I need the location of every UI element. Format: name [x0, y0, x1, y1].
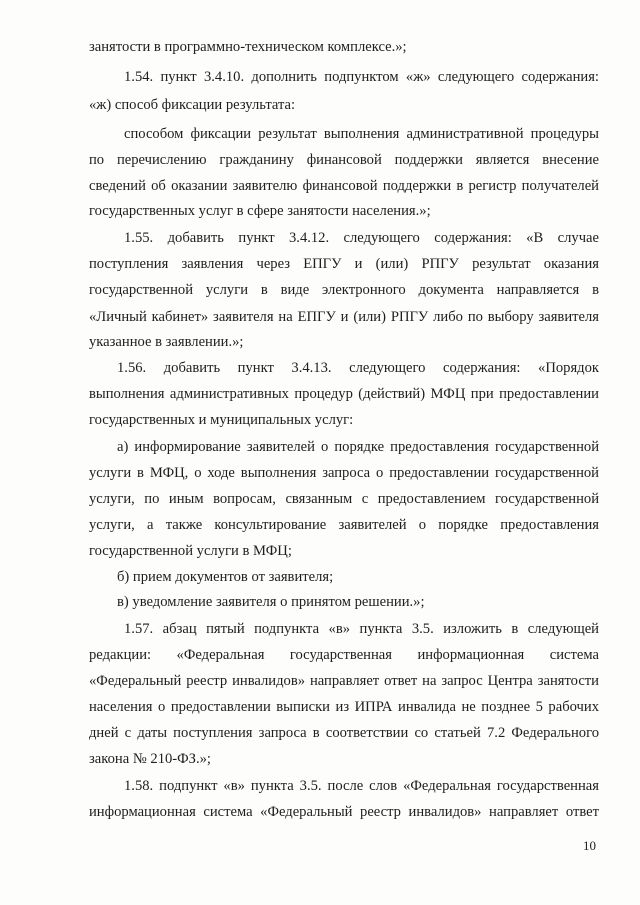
- text-line: государственных услуг в сфере занятости населения.»;: [89, 203, 431, 219]
- text-line: «Личный кабинет» заявителя на ЕПГУ и (или) РПГУ либо по выбору заявителя: [89, 309, 599, 325]
- text-line: услуги, а также консультирование заявителей о порядке предоставления: [89, 517, 599, 533]
- text-line: 1.56. добавить пункт 3.4.13. следующего содержания: «Порядок: [117, 360, 599, 376]
- text-line: «Федеральный реестр инвалидов» направляет ответ на запрос Центра занятости: [89, 673, 599, 689]
- text-line: способом фиксации результат выполнения административной процедуры: [124, 126, 599, 142]
- text-line: закона № 210-ФЗ.»;: [89, 751, 211, 767]
- text-line: государственной услуги в МФЦ;: [89, 543, 292, 559]
- text-line: информационная система «Федеральный реестр инвалидов» направляет ответ: [89, 804, 599, 820]
- text-line: б) прием документов от заявителя;: [117, 569, 334, 585]
- text-line: государственных и муниципальных услуг:: [89, 412, 354, 428]
- text-line: 1.57. абзац пятый подпункта «в» пункта 3.5. изложить в следующей: [124, 621, 599, 637]
- text-line: поступления заявления через ЕПГУ и (или) РПГУ результат оказания: [89, 256, 599, 272]
- text-line: «ж) способ фиксации результата:: [89, 97, 296, 113]
- text-line: 1.58. подпункт «в» пункта 3.5. после слов «Федеральная государственная: [124, 778, 599, 794]
- text-line: дней с даты поступления запроса в соответствии со статьей 7.2 Федерального: [89, 725, 599, 741]
- text-line: 1.54. пункт 3.4.10. дополнить подпунктом «ж» следующего содержания:: [124, 69, 599, 85]
- text-line: по перечислению гражданину финансовой поддержки является внесение: [89, 152, 599, 168]
- text-line: выполнения административных процедур (действий) МФЦ при предоставлении: [89, 386, 599, 402]
- text-line: в) уведомление заявителя о принятом решении.»;: [117, 594, 425, 610]
- text-line: редакции: «Федеральная государственная информационная система: [89, 647, 599, 663]
- page-number: 10: [583, 838, 596, 853]
- text-line: 1.55. добавить пункт 3.4.12. следующего содержания: «В случае: [124, 230, 599, 246]
- text-line: а) информирование заявителей о порядке предоставления государственной: [117, 439, 599, 455]
- text-line: услуги в МФЦ, о ходе выполнения запроса о предоставлении государственной: [89, 465, 599, 481]
- text-line: занятости в программно-техническом комплексе.»;: [89, 39, 407, 55]
- text-line: указанное в заявлении.»;: [89, 334, 244, 350]
- text-line: населения о предоставлении выписки из ИПРА инвалида не позднее 5 рабочих: [89, 699, 599, 715]
- text-line: услуги, по иным вопросам, связанным с предоставлением государственной: [89, 491, 599, 507]
- text-line: сведений об оказании заявителю финансовой поддержки в регистр получателей: [89, 178, 599, 194]
- text-line: государственной услуги в виде электронного документа направляется в: [89, 282, 599, 298]
